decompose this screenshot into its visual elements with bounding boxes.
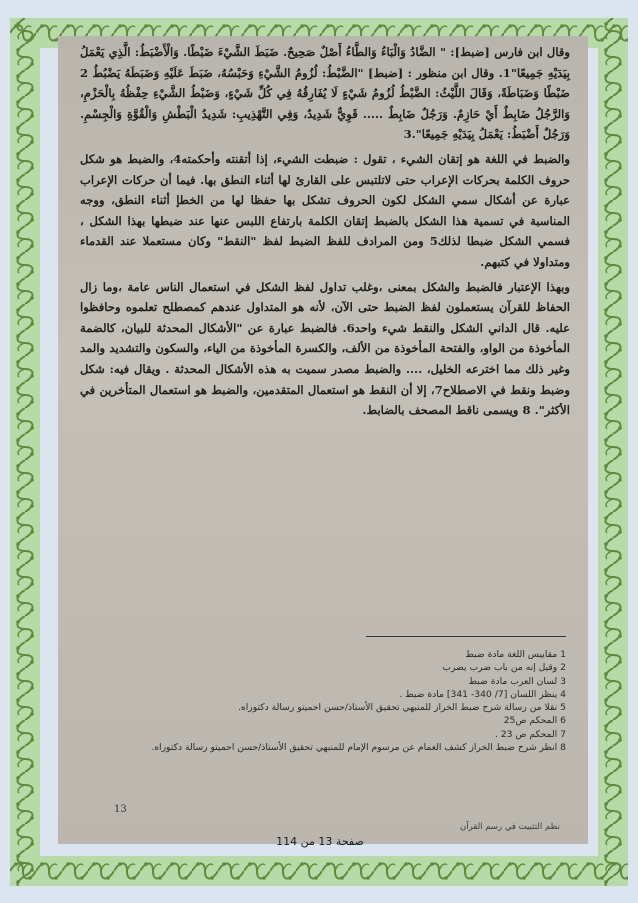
footnote-item: 7 المحكم ص 23 . — [494, 728, 566, 740]
paragraph-definitions: وقال ابن فارس [ضبط]: " الضَّادُ وَالْبَاءُ وَالطَّاءُ أَصْلٌ صَحِيحٌ. ضَبَطَ الشَّيْءَ ضَبْطًا. وَالْأَضْبَطُ: الَّذِي يَعْمَلُ بِيَدَيْهِ جَمِيعًا"1. وقال ابن منظور : [ضبط] "الضَّبْطُ: لُزُومُ الشَّيْءِ وَحَبْسُهُ، ضَبَطَ عَلَيْهِ وَضَبَطَهُ يَضْبُطُ 2 ضَبْطًا وَضَبَاطَةً، وَقَالَ اللَّيْثُ: الضَّبْطُ لُزُومُ شَيْءٍ لَا يُفَارِقُهُ فِي كُلِّ شَيْءٍ، وَضَبْطُ الشَّيْءِ حِفْظُهُ بِالْحَزْمِ، وَالرَّجُلُ ضَابِطٌ أَيْ حَازِمٌ. وَرَجُلٌ ضَابِطٌ ..... قَوِيٌّ شَدِيدٌ، وَفِي التَّهْذِيبِ: شَدِيدُ الْبَطْشِ وَالْقُوَّةِ وَالْجِسْمِ. وَرَجُلٌ أَضْبَطُ: يَعْمَلُ بِيَدَيْهِ جَمِيعًا".3 — [80, 45, 570, 142]
body-text — [80, 42, 570, 425]
paragraph-terminology: وبهذا الإعتبار فالضبط والشكل بمعنى ،وغلب تداول لفظ الشكل في استعمال الناس عامة ،وما زال الحفاظ للقرآن يستعملون لفظ الضبط حتى الآن، لأنه هو المتداول عندهم كمصطلح تعلموه وحافظوا عليه. قال الداني الشكل والنقط شيء واحد6. فالضبط عبارة عن "الأشكال المحدثة للبيان، كالضمة المأخوذة من الواو، والفتحة المأخوذة من الألف، والكسرة المأخوذة من الياء، والسكون والتشديد والمد وغير ذلك مما اخترعه الخليل، .... والضبط مصدر سميت به هذه الأشكال المحدثة . ويقال فيه: شكل وضبط ونقط في الاصطلاح7، إلا أن النقط هو استعمال المتقدمين، والضبط هو استعمال المتأخرين في الأكثر". 8 ويسمى ناقط المصحف بالضابط. — [80, 279, 571, 418]
paragraph-linguistic-meaning: والضبط في اللغة هو إتقان الشيء ، تقول : ضبطت الشيء، إذا أتقنته وأحكمته4، والضبط هو شكل حروف الكلمة بحركات الإعراب حتى لاتلتبس على القارئ لها أثناء النطق بها. فيما أن حركات الإعراب عبارة عن أشكال سمي الشكل لكون الحروف تشكل بها حفظا لها من الخطإ أثناء النطق، ووجه المناسبة في تسمية هذا الشكل بالضبط إتقان الكلمة بارتفاع اللبس عنها عند ضبطها بهذا الشكل ، فسمي الشكل ضبطا لذلك5 ومن المرادف للفظ الضبط لفظ "النقط" وكان مستعملا عند القدماء ومتداولا في كتبهم. — [80, 151, 570, 269]
page-counter: صفحة 13 من 114 — [276, 835, 364, 848]
footnotes — [78, 648, 566, 754]
footnote-item: 4 ينظر اللسان [7/ 340- 341] مادة ضبط . — [399, 688, 566, 700]
footnote-divider — [366, 636, 566, 637]
footnote-item: 3 لسان العرب مادة ضبط — [468, 675, 566, 687]
footnote-item: 1 مقاييس اللغة مادة ضبط — [465, 649, 566, 660]
vine-ornament-bottom — [10, 856, 628, 886]
scanned-page-photo — [58, 36, 588, 844]
footnote-item: 6 المحكم ص25 — [503, 715, 566, 727]
footnote-item: 2 وقيل إنه من باب ضرب يضرب — [442, 662, 566, 674]
scan-page-number: 13 — [114, 804, 127, 815]
footnote-item: 5 نقلا من رسالة شرح ضبط الخراز للمنبهي تحقيق الأستاذ/حسن احميتو رسالة دكتوراه. — [238, 702, 566, 714]
vine-ornament-left — [10, 18, 40, 886]
vine-ornament-right — [598, 18, 628, 886]
scan-running-header: نظم التثبيت في رسم القرآن — [460, 822, 560, 832]
footnote-item: 8 انظر شرح ضبط الخراز كشف الغمام عن مرسوم الإمام للمنبهي تحقيق الأستاذ/حسن احميتو رسالة دكتوراه. — [151, 742, 566, 754]
